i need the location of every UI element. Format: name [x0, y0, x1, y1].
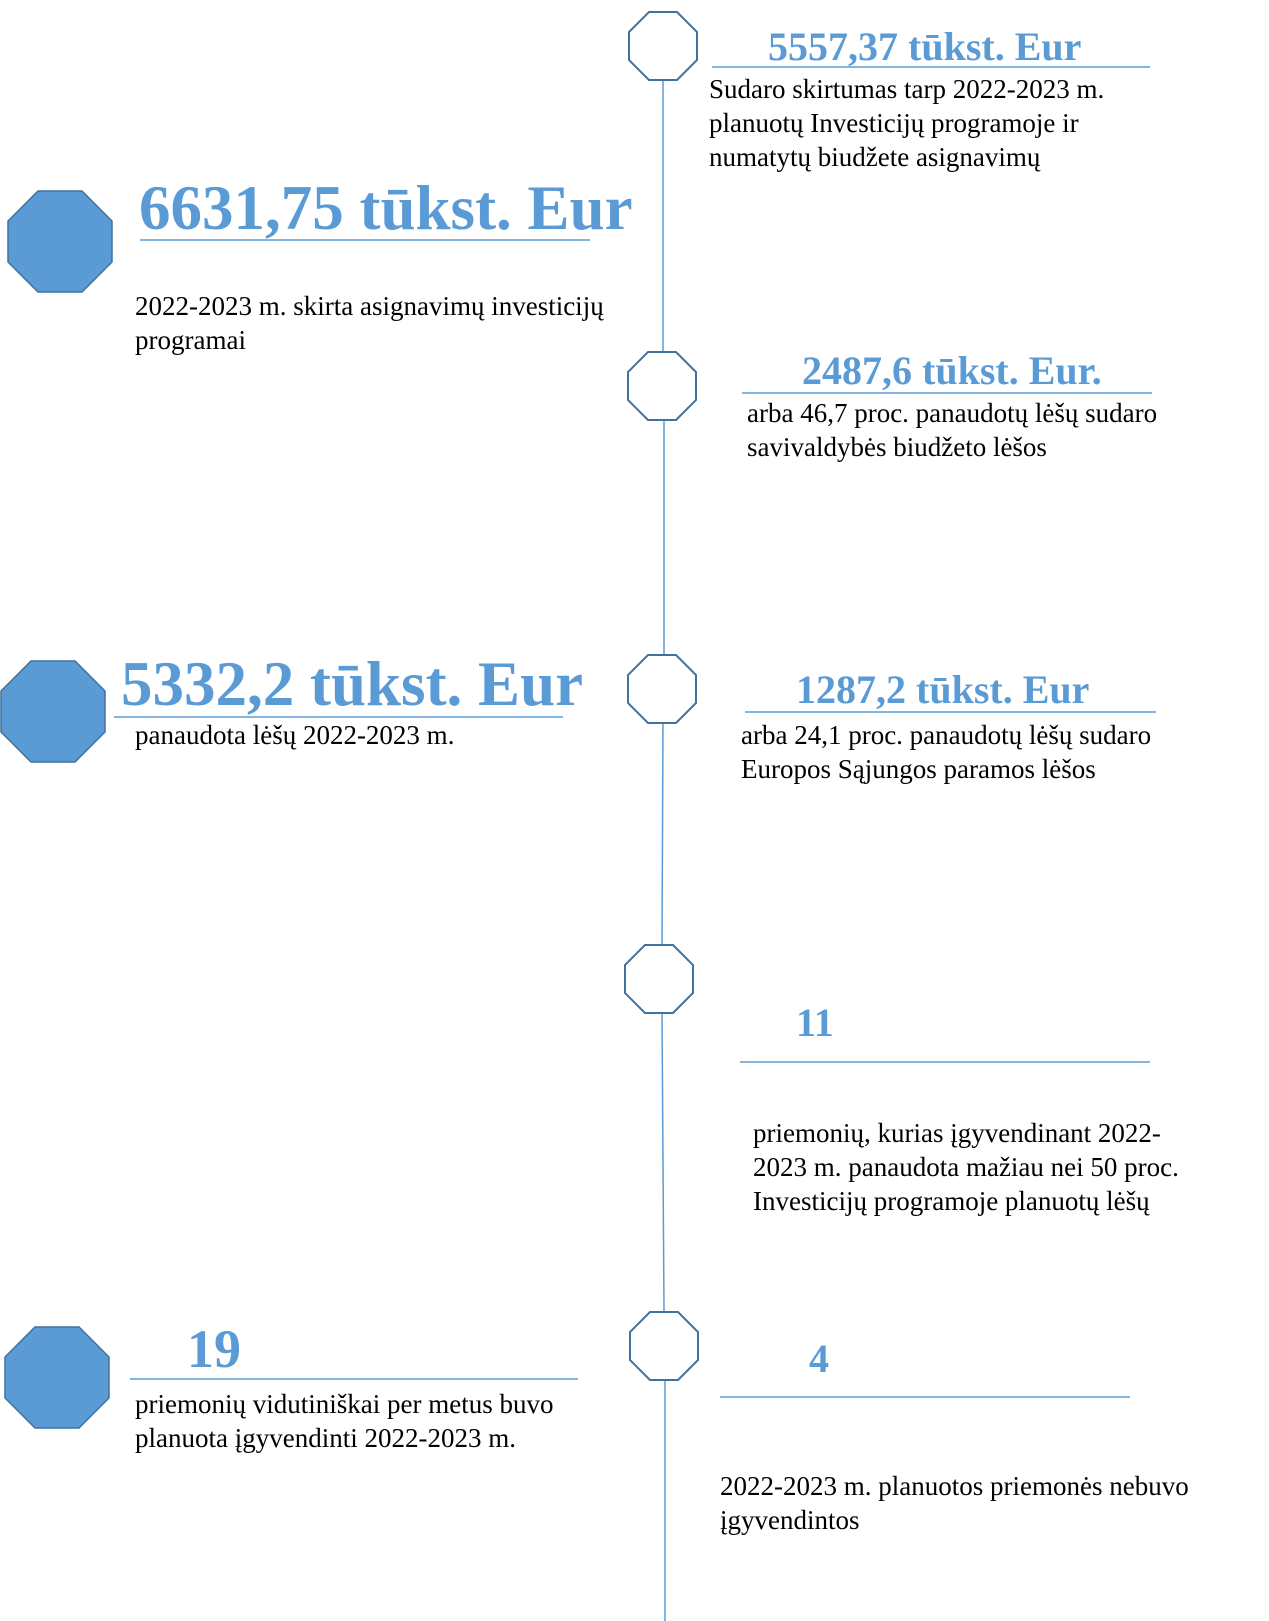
right-item-3-value: 1287,2 tūkst. Eur: [796, 667, 1090, 712]
left-item-1-description: [135, 289, 604, 357]
right-item-5-description: [720, 1469, 1189, 1537]
right-item-4-description: [753, 1116, 1179, 1218]
right-node-4-icon: [625, 945, 693, 1013]
right-item-3-line-1: arba 24,1 proc. panaudotų lėšų sudaro: [741, 720, 1152, 750]
right-item-5-line-1: 2022-2023 m. planuotos priemonės nebuvo: [720, 1471, 1189, 1501]
left-item-1-value: 6631,75 tūkst. Eur: [139, 173, 633, 243]
right-item-2-line-1: arba 46,7 proc. panaudotų lėšų sudaro: [747, 398, 1158, 428]
right-item-4-line-3: Investicijų programoje planuotų lėšų: [753, 1186, 1150, 1216]
right-item-5-value: 4: [809, 1336, 829, 1381]
timeline-line: [662, 80, 665, 1621]
right-item-4-line-1: priemonių, kurias įgyvendinant 2022-: [753, 1118, 1161, 1148]
left-node-2-icon: [1, 661, 105, 762]
left-item-3-value: 19: [187, 1319, 241, 1379]
right-node-1-icon: [629, 12, 697, 80]
right-item-1-line-3: numatytų biudžete asignavimų: [709, 142, 1041, 172]
left-item-1-line-2: programai: [135, 325, 246, 355]
left-item-3-description: [135, 1387, 553, 1455]
right-item-4-line-2: 2023 m. panaudota mažiau nei 50 proc.: [753, 1152, 1179, 1182]
right-item-3-description: [741, 718, 1151, 786]
left-item-2-line-1: panaudota lėšų 2022-2023 m.: [135, 720, 455, 750]
right-item-3-line-2: Europos Sąjungos paramos lėšos: [741, 754, 1096, 784]
right-item-2-description: [747, 396, 1157, 464]
left-item-2-value: 5332,2 tūkst. Eur: [121, 649, 584, 719]
left-item-3-line-2: planuota įgyvendinti 2022-2023 m.: [135, 1423, 516, 1453]
right-item-2-value: 2487,6 tūkst. Eur.: [802, 348, 1102, 393]
right-node-3-icon: [628, 655, 696, 723]
right-item-5-line-2: įgyvendintos: [720, 1505, 860, 1535]
left-item-1-line-1: 2022-2023 m. skirta asignavimų investicijų: [135, 291, 604, 321]
left-node-1-icon: [8, 191, 112, 292]
left-item-3-line-1: priemonių vidutiniškai per metus buvo: [135, 1389, 554, 1419]
right-item-1-value: 5557,37 tūkst. Eur: [768, 24, 1082, 69]
right-node-5-icon: [630, 1312, 698, 1380]
left-node-3-icon: [5, 1327, 109, 1428]
right-node-2-icon: [628, 352, 696, 420]
right-item-2-line-2: savivaldybės biudžeto lėšos: [747, 432, 1047, 462]
left-item-2-description: [135, 718, 454, 752]
right-item-1-line-1: Sudaro skirtumas tarp 2022-2023 m.: [709, 74, 1105, 104]
right-item-1-description: [709, 72, 1104, 174]
right-item-4-value: 11: [796, 1000, 834, 1045]
right-item-1-line-2: planuotų Investicijų programoje ir: [709, 108, 1079, 138]
